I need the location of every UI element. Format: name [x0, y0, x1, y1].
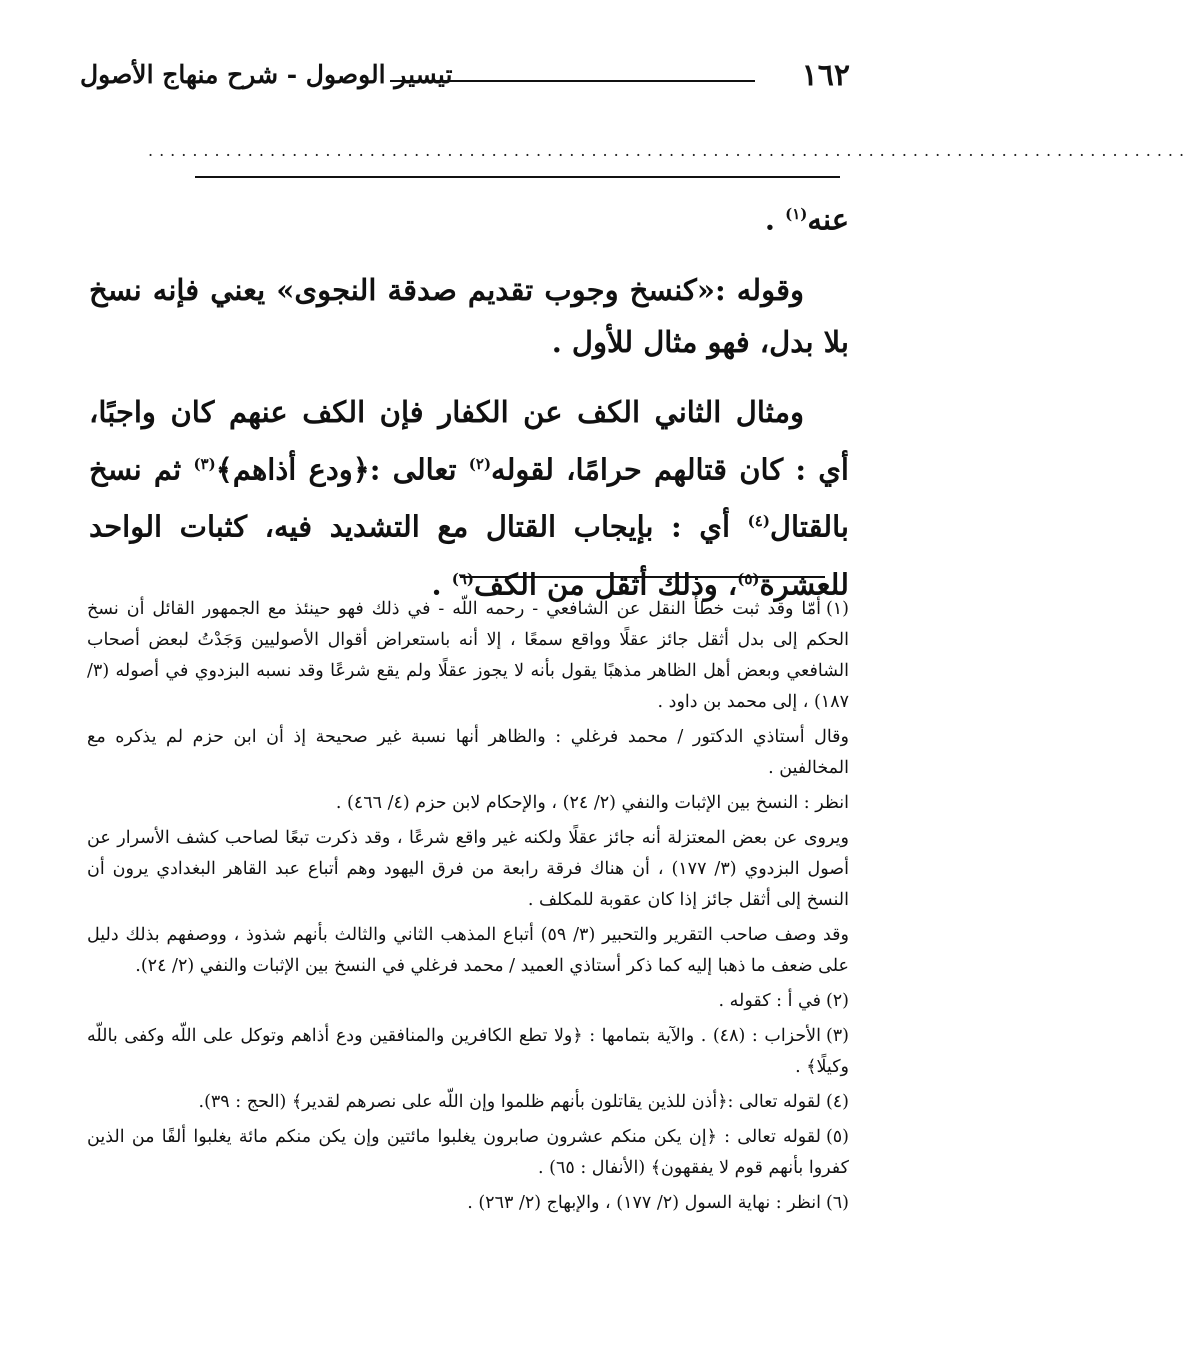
- footnote-ref: (٢): [468, 454, 492, 473]
- footnote-text: في أ : كقوله .: [718, 991, 821, 1011]
- footnote-text: لقوله تعالى : ﴿إن يكن منكم عشرون صابرون يغلبوا مائتين وإن يكن منكم مائة يغلبوا ألفًا من الذين كفروا بأنهم قوم لا يفقهون﴾ (الأنفال : ٦٥) .: [87, 1127, 849, 1178]
- book-title: تيسير الوصول - شرح منهاج الأصول: [80, 60, 453, 89]
- footnote-ref: (٦): [451, 569, 474, 588]
- separator-dots: ..............................................................................................: [148, 141, 1190, 160]
- footnote-number: (١): [825, 599, 849, 619]
- footnote: [87, 986, 849, 1017]
- text-run: أي : بإيجاب القتال مع التشديد فيه، كثبات الواحد للعشرة: [89, 509, 849, 602]
- footnote-rule: [460, 576, 825, 578]
- text-run: ومثال الثاني الكف عن الكفار فإن الكف عنهم كان واجبًا، أي : كان قتالهم حرامًا، لقوله: [89, 394, 849, 487]
- text-run: تعالى :﴿ودع أذاهم﴾: [215, 452, 469, 487]
- footnote-ref: (٤): [747, 512, 770, 531]
- footnote-number: (٦): [825, 1193, 849, 1213]
- footnote: [87, 1021, 849, 1083]
- footnote-text: أمّا وقد ثبت خطأ النقل عن الشافعي - رحمه اللّه - في ذلك فهو حينئذ مع الجمهور القائل أن نسخ الحكم إلى بدل أثقل جائز عقلًا وواقع سمعًا ، إلا أنه باستعراض أقوال الأصوليين وَجَدْتُ لبعض أصحاب الشافعي وبعض أهل الظاهر مذهبًا يقول بأنه لا يجوز عقلًا ولم يقع شرعًا وقد نسبه البزدوي في أصوله (٣/ ١٨٧) ، إلى محمد بن داود .: [87, 599, 850, 712]
- text-run: ثم نسخ بالقتال: [89, 452, 849, 544]
- text-run: عنه: [807, 202, 849, 237]
- footnote-continuation: انظر : النسخ بين الإثبات والنفي (٢/ ٢٤) ، والإحكام لابن حزم (٤/ ٤٦٦) .: [335, 793, 849, 813]
- footnote-text: انظر : نهاية السول (٢/ ١٧٧) ، والإبهاج (٢/ ٢٦٣) .: [467, 1193, 821, 1213]
- footnote-text: لقوله تعالى :﴿أذن للذين يقاتلون بأنهم ظلموا وإن اللّه على نصرهم لقدير﴾ (الحج : ٣٩).: [198, 1092, 821, 1112]
- footnote: [87, 1087, 849, 1118]
- top-rule: [195, 176, 840, 178]
- footnote-number: (٥): [825, 1127, 849, 1147]
- footnote-ref: (٥): [737, 569, 760, 588]
- footnote-ref: (٣): [193, 454, 216, 473]
- footnote: [87, 1122, 849, 1184]
- page-header: [80, 58, 850, 102]
- footnote-number: (٤): [825, 1092, 849, 1112]
- footnote-number: (٣): [825, 1026, 849, 1046]
- page-number: ١٦٢: [801, 58, 850, 93]
- footnotes: [87, 594, 849, 1223]
- text-run: .: [764, 202, 786, 237]
- footnote-number: (٢): [825, 991, 849, 1011]
- footnote: [87, 1188, 849, 1219]
- footnote-ref: (١): [785, 205, 808, 223]
- paragraph: وقوله :«كنسخ وجوب تقديم صدقة النجوى» يعني فإنه نسخ بلا بدل، فهو مثال للأول .: [89, 272, 849, 359]
- footnote-continuation: وقد وصف صاحب التقرير والتحبير (٣/ ٥٩) أتباع المذهب الثاني والثالث بأنهم شذوذ ، ووصفهم بذلك دليل على ضعف ما ذهبا إليه كما ذكر أستاذي العميد / محمد فرغلي في النسخ بين الإثبات والنفي (٢/ ٢٤).: [87, 925, 849, 976]
- footnote-continuation: ويروى عن بعض المعتزلة أنه جائز عقلًا ولكنه غير واقع شرعًا ، وقد ذكرت تبعًا لصاحب كشف الأسرار عن أصول البزدوي (٣/ ١٧٧) ، أن هناك فرقة رابعة من فرق اليهود وهم أتباع عبد القاهر البغدادي يرون أن النسخ إلى أثقل جائز إذا كان عقوبة للمكلف .: [87, 828, 849, 910]
- footnote: [87, 594, 849, 718]
- text-run: .: [431, 567, 452, 602]
- footnote-text: الأحزاب : (٤٨) . والآية بتمامها : ﴿ولا تطع الكافرين والمنافقين ودع أذاهم وتوكل على اللّه وكفى باللّه وكيلًا﴾ .: [87, 1026, 849, 1077]
- main-text: [89, 188, 849, 611]
- paragraph-continuation: [89, 188, 849, 246]
- footnote-continuation: وقال أستاذي الدكتور / محمد فرغلي : والظاهر أنها نسبة غير صحيحة إذ أن ابن حزم لم يذكره مع المخالفين .: [87, 727, 849, 778]
- text-run: ، وذلك أثقل من الكف: [473, 567, 738, 602]
